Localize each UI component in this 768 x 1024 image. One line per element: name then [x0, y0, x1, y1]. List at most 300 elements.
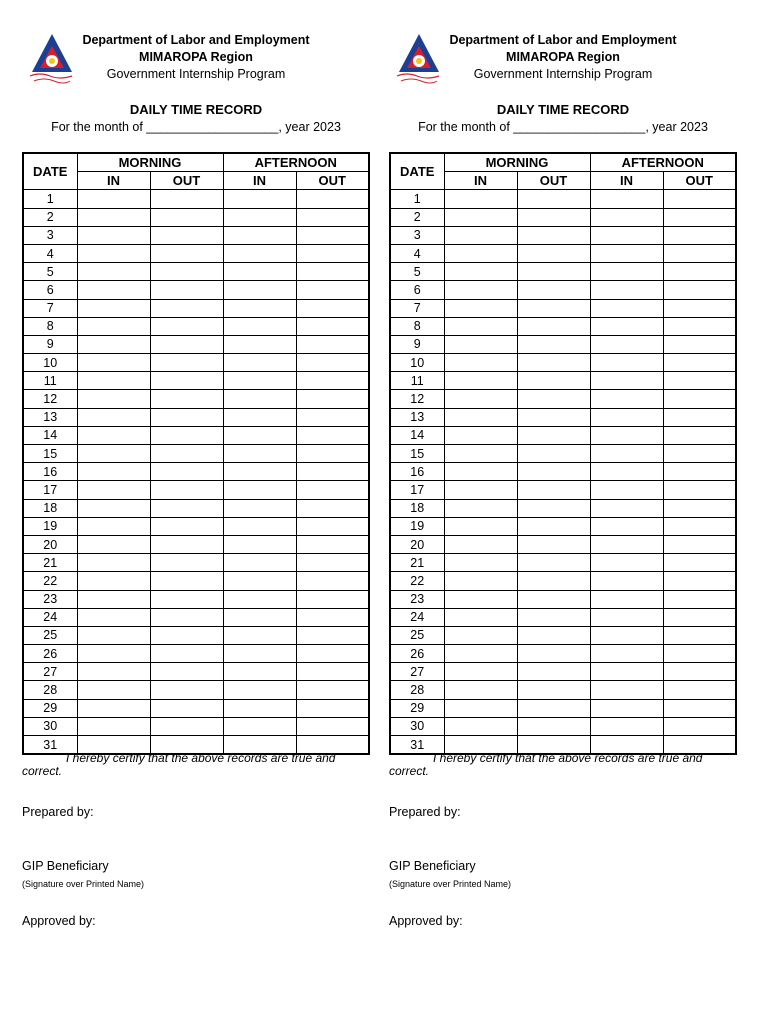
day-number: 8 [390, 317, 444, 335]
beneficiary-label: GIP Beneficiary [22, 859, 109, 873]
morning-in-cell [77, 408, 150, 426]
date-header: DATE [23, 153, 77, 190]
morning-in-cell [77, 590, 150, 608]
morning-out-cell [150, 535, 223, 553]
prepared-by-label: Prepared by: [389, 805, 461, 819]
time-record-table [389, 152, 737, 755]
afternoon-out-cell [296, 499, 369, 517]
day-number: 18 [390, 499, 444, 517]
table-row [390, 281, 736, 299]
afternoon-in-header: IN [223, 172, 296, 190]
time-record-table [22, 152, 370, 755]
afternoon-in-cell [590, 299, 663, 317]
afternoon-in-cell [223, 626, 296, 644]
day-number: 23 [23, 590, 77, 608]
title-block [22, 101, 370, 136]
afternoon-in-cell [590, 354, 663, 372]
form-header [389, 0, 737, 86]
table-row [23, 626, 369, 644]
afternoon-out-cell [663, 717, 736, 735]
afternoon-header: AFTERNOON [223, 153, 369, 172]
day-number: 13 [390, 408, 444, 426]
table-row [23, 608, 369, 626]
day-number: 29 [23, 699, 77, 717]
afternoon-out-cell [296, 554, 369, 572]
afternoon-out-cell [296, 263, 369, 281]
table-row [23, 535, 369, 553]
day-number: 14 [390, 426, 444, 444]
afternoon-out-cell [296, 208, 369, 226]
morning-out-cell [517, 626, 590, 644]
afternoon-in-cell [223, 499, 296, 517]
morning-in-cell [77, 390, 150, 408]
day-number: 8 [23, 317, 77, 335]
afternoon-in-cell [590, 226, 663, 244]
morning-in-cell [444, 572, 517, 590]
morning-in-cell [444, 681, 517, 699]
morning-in-cell [444, 481, 517, 499]
afternoon-out-header: OUT [296, 172, 369, 190]
afternoon-in-cell [590, 681, 663, 699]
afternoon-in-cell [590, 499, 663, 517]
day-number: 13 [23, 408, 77, 426]
afternoon-in-cell [590, 426, 663, 444]
table-row [23, 372, 369, 390]
day-number: 17 [23, 481, 77, 499]
afternoon-out-cell [663, 390, 736, 408]
morning-header: MORNING [77, 153, 223, 172]
table-row [23, 226, 369, 244]
day-number: 18 [23, 499, 77, 517]
afternoon-out-cell [296, 590, 369, 608]
morning-in-cell [444, 554, 517, 572]
afternoon-in-cell [590, 408, 663, 426]
day-number: 16 [390, 463, 444, 481]
table-row [390, 554, 736, 572]
morning-in-cell [77, 426, 150, 444]
afternoon-in-cell [223, 208, 296, 226]
afternoon-in-cell [590, 335, 663, 353]
table-row [23, 554, 369, 572]
afternoon-out-cell [296, 390, 369, 408]
morning-out-cell [150, 317, 223, 335]
day-number: 24 [23, 608, 77, 626]
table-row [390, 535, 736, 553]
morning-out-cell [517, 717, 590, 735]
afternoon-in-cell [223, 645, 296, 663]
morning-out-cell [517, 645, 590, 663]
afternoon-in-cell [223, 517, 296, 535]
day-number: 9 [23, 335, 77, 353]
morning-in-cell [444, 390, 517, 408]
table-row [390, 681, 736, 699]
table-body [23, 190, 369, 754]
program-name: Government Internship Program [473, 67, 653, 81]
morning-out-header: OUT [517, 172, 590, 190]
table-row [23, 335, 369, 353]
table-row [390, 335, 736, 353]
table-row [23, 299, 369, 317]
morning-out-cell [517, 190, 590, 208]
afternoon-out-cell [296, 408, 369, 426]
day-number: 10 [23, 354, 77, 372]
morning-out-cell [517, 463, 590, 481]
afternoon-out-cell [296, 372, 369, 390]
morning-out-cell [150, 408, 223, 426]
afternoon-in-cell [590, 481, 663, 499]
afternoon-out-cell [296, 699, 369, 717]
afternoon-out-cell [296, 717, 369, 735]
afternoon-out-cell [663, 317, 736, 335]
morning-out-cell [517, 426, 590, 444]
afternoon-out-cell [296, 517, 369, 535]
table-row [23, 408, 369, 426]
day-number: 19 [23, 517, 77, 535]
table-row [390, 699, 736, 717]
morning-in-cell [77, 354, 150, 372]
afternoon-out-cell [663, 426, 736, 444]
day-number: 6 [23, 281, 77, 299]
morning-in-cell [77, 572, 150, 590]
morning-out-cell [517, 590, 590, 608]
afternoon-in-cell [223, 463, 296, 481]
afternoon-out-cell [663, 499, 736, 517]
morning-out-cell [150, 335, 223, 353]
day-number: 22 [390, 572, 444, 590]
morning-in-cell [444, 317, 517, 335]
table-row [23, 208, 369, 226]
morning-in-cell [444, 626, 517, 644]
day-number: 25 [23, 626, 77, 644]
morning-out-header: OUT [150, 172, 223, 190]
afternoon-out-cell [296, 463, 369, 481]
prepared-by-label: Prepared by: [22, 805, 94, 819]
morning-in-cell [444, 335, 517, 353]
afternoon-in-cell [223, 281, 296, 299]
morning-out-cell [150, 699, 223, 717]
afternoon-out-cell [663, 226, 736, 244]
form-header [22, 0, 370, 86]
day-number: 4 [23, 244, 77, 262]
morning-out-cell [150, 645, 223, 663]
afternoon-in-cell [590, 372, 663, 390]
day-number: 1 [390, 190, 444, 208]
day-number: 14 [23, 426, 77, 444]
morning-out-cell [150, 517, 223, 535]
day-number: 22 [23, 572, 77, 590]
day-number: 10 [390, 354, 444, 372]
header-text [22, 32, 370, 83]
table-row [390, 445, 736, 463]
afternoon-in-cell [590, 626, 663, 644]
afternoon-in-cell [590, 317, 663, 335]
day-number: 17 [390, 481, 444, 499]
morning-out-cell [150, 717, 223, 735]
afternoon-out-cell [296, 572, 369, 590]
morning-in-cell [77, 463, 150, 481]
afternoon-in-cell [590, 554, 663, 572]
morning-in-cell [77, 481, 150, 499]
afternoon-out-cell [663, 408, 736, 426]
table-row [390, 645, 736, 663]
table-row [23, 681, 369, 699]
table-row [390, 244, 736, 262]
morning-in-cell [77, 263, 150, 281]
day-number: 28 [390, 681, 444, 699]
table-row [390, 717, 736, 735]
afternoon-out-cell [663, 554, 736, 572]
afternoon-in-cell [223, 717, 296, 735]
morning-out-cell [150, 354, 223, 372]
table-row [390, 626, 736, 644]
afternoon-out-cell [296, 681, 369, 699]
morning-in-cell [444, 590, 517, 608]
table-row [23, 281, 369, 299]
morning-out-cell [150, 445, 223, 463]
table-row [390, 408, 736, 426]
afternoon-out-cell [663, 208, 736, 226]
table-row [23, 390, 369, 408]
afternoon-in-cell [223, 408, 296, 426]
afternoon-out-cell [296, 190, 369, 208]
day-number: 20 [390, 535, 444, 553]
day-number: 3 [23, 226, 77, 244]
morning-in-cell [77, 645, 150, 663]
afternoon-in-cell [223, 572, 296, 590]
morning-out-cell [517, 608, 590, 626]
morning-out-cell [150, 663, 223, 681]
day-number: 27 [390, 663, 444, 681]
day-number: 31 [390, 736, 444, 755]
morning-in-cell [77, 717, 150, 735]
afternoon-in-cell [590, 699, 663, 717]
morning-out-cell [150, 190, 223, 208]
table-row [390, 390, 736, 408]
afternoon-out-cell [296, 244, 369, 262]
morning-in-cell [77, 208, 150, 226]
dtr-form-left [22, 0, 370, 928]
morning-in-cell [444, 499, 517, 517]
morning-out-cell [517, 335, 590, 353]
afternoon-out-cell [296, 626, 369, 644]
afternoon-out-cell [663, 354, 736, 372]
dtr-form-right [389, 0, 737, 928]
afternoon-in-cell [590, 244, 663, 262]
table-row [390, 517, 736, 535]
table-row [23, 517, 369, 535]
morning-out-cell [150, 481, 223, 499]
morning-out-cell [517, 481, 590, 499]
morning-in-cell [77, 226, 150, 244]
afternoon-out-cell [296, 426, 369, 444]
morning-out-cell [517, 499, 590, 517]
afternoon-out-cell [296, 535, 369, 553]
morning-in-cell [444, 372, 517, 390]
day-number: 16 [23, 463, 77, 481]
afternoon-out-cell [663, 481, 736, 499]
month-line: For the month of ___________________, year 2023 [418, 120, 708, 134]
afternoon-out-cell [663, 299, 736, 317]
day-number: 27 [23, 663, 77, 681]
table-row [390, 354, 736, 372]
morning-in-cell [444, 717, 517, 735]
morning-out-cell [517, 299, 590, 317]
table-row [23, 590, 369, 608]
afternoon-in-cell [223, 317, 296, 335]
day-number: 12 [23, 390, 77, 408]
table-row [390, 208, 736, 226]
afternoon-out-cell [663, 244, 736, 262]
morning-out-cell [517, 317, 590, 335]
afternoon-in-cell [223, 226, 296, 244]
afternoon-out-cell [663, 590, 736, 608]
morning-in-cell [77, 244, 150, 262]
morning-in-cell [77, 335, 150, 353]
month-line: For the month of ___________________, year 2023 [51, 120, 341, 134]
table-row [390, 608, 736, 626]
day-number: 26 [390, 645, 444, 663]
morning-out-cell [517, 663, 590, 681]
afternoon-in-cell [223, 535, 296, 553]
day-number: 19 [390, 517, 444, 535]
morning-out-cell [150, 608, 223, 626]
morning-out-cell [150, 208, 223, 226]
day-number: 12 [390, 390, 444, 408]
certification-text: I hereby certify that the above records are true and correct. [22, 751, 336, 778]
day-number: 30 [23, 717, 77, 735]
afternoon-in-cell [590, 663, 663, 681]
day-number: 30 [390, 717, 444, 735]
morning-in-cell [77, 281, 150, 299]
morning-out-cell [150, 681, 223, 699]
morning-in-cell [77, 554, 150, 572]
afternoon-in-cell [223, 590, 296, 608]
morning-in-cell [77, 681, 150, 699]
afternoon-in-cell [223, 263, 296, 281]
header-text [389, 32, 737, 83]
morning-out-cell [150, 626, 223, 644]
morning-out-cell [150, 372, 223, 390]
morning-out-cell [517, 445, 590, 463]
table-row [23, 190, 369, 208]
afternoon-in-cell [223, 335, 296, 353]
morning-in-cell [444, 299, 517, 317]
morning-in-cell [77, 517, 150, 535]
table-row [390, 226, 736, 244]
morning-out-cell [517, 681, 590, 699]
day-number: 28 [23, 681, 77, 699]
afternoon-out-cell [296, 354, 369, 372]
morning-out-cell [517, 281, 590, 299]
morning-in-cell [444, 645, 517, 663]
morning-in-cell [444, 699, 517, 717]
afternoon-out-cell [663, 626, 736, 644]
afternoon-out-cell [663, 190, 736, 208]
afternoon-out-cell [296, 645, 369, 663]
afternoon-out-cell [663, 372, 736, 390]
morning-in-cell [444, 244, 517, 262]
date-header: DATE [390, 153, 444, 190]
table-row [23, 481, 369, 499]
morning-in-cell [444, 263, 517, 281]
morning-in-cell [444, 208, 517, 226]
afternoon-in-cell [590, 263, 663, 281]
morning-out-cell [150, 263, 223, 281]
day-number: 5 [23, 263, 77, 281]
afternoon-in-cell [223, 445, 296, 463]
afternoon-in-cell [590, 517, 663, 535]
morning-in-cell [77, 317, 150, 335]
morning-out-cell [517, 554, 590, 572]
morning-out-cell [517, 517, 590, 535]
approved-by-label: Approved by: [389, 914, 463, 928]
table-row [390, 263, 736, 281]
day-number: 2 [23, 208, 77, 226]
afternoon-out-cell [663, 517, 736, 535]
morning-in-cell [77, 626, 150, 644]
afternoon-in-cell [223, 372, 296, 390]
afternoon-in-cell [590, 535, 663, 553]
table-row [390, 481, 736, 499]
morning-in-cell [444, 408, 517, 426]
table-row [23, 463, 369, 481]
table-row [390, 317, 736, 335]
afternoon-out-header: OUT [663, 172, 736, 190]
day-number: 20 [23, 535, 77, 553]
morning-in-cell [444, 608, 517, 626]
table-row [390, 590, 736, 608]
table-row [23, 317, 369, 335]
afternoon-in-cell [590, 572, 663, 590]
day-number: 4 [390, 244, 444, 262]
morning-out-cell [517, 390, 590, 408]
afternoon-in-cell [223, 244, 296, 262]
table-row [23, 263, 369, 281]
morning-out-cell [517, 372, 590, 390]
morning-in-cell [77, 299, 150, 317]
day-number: 9 [390, 335, 444, 353]
morning-in-cell [444, 445, 517, 463]
day-number: 11 [390, 372, 444, 390]
morning-in-cell [444, 663, 517, 681]
afternoon-in-header: IN [590, 172, 663, 190]
form-title: DAILY TIME RECORD [129, 102, 263, 117]
morning-out-cell [150, 590, 223, 608]
morning-in-cell [77, 608, 150, 626]
afternoon-out-cell [663, 535, 736, 553]
afternoon-in-cell [590, 608, 663, 626]
afternoon-in-cell [590, 390, 663, 408]
morning-in-cell [444, 535, 517, 553]
morning-out-cell [150, 499, 223, 517]
table-row [390, 499, 736, 517]
afternoon-out-cell [296, 481, 369, 499]
morning-out-cell [150, 554, 223, 572]
afternoon-in-cell [223, 299, 296, 317]
morning-out-cell [517, 699, 590, 717]
table-row [23, 717, 369, 735]
table-row [23, 663, 369, 681]
afternoon-out-cell [663, 572, 736, 590]
afternoon-in-cell [223, 608, 296, 626]
table-row [390, 663, 736, 681]
afternoon-out-cell [296, 608, 369, 626]
morning-in-cell [77, 499, 150, 517]
day-number: 7 [23, 299, 77, 317]
day-number: 2 [390, 208, 444, 226]
afternoon-in-cell [223, 663, 296, 681]
day-number: 29 [390, 699, 444, 717]
